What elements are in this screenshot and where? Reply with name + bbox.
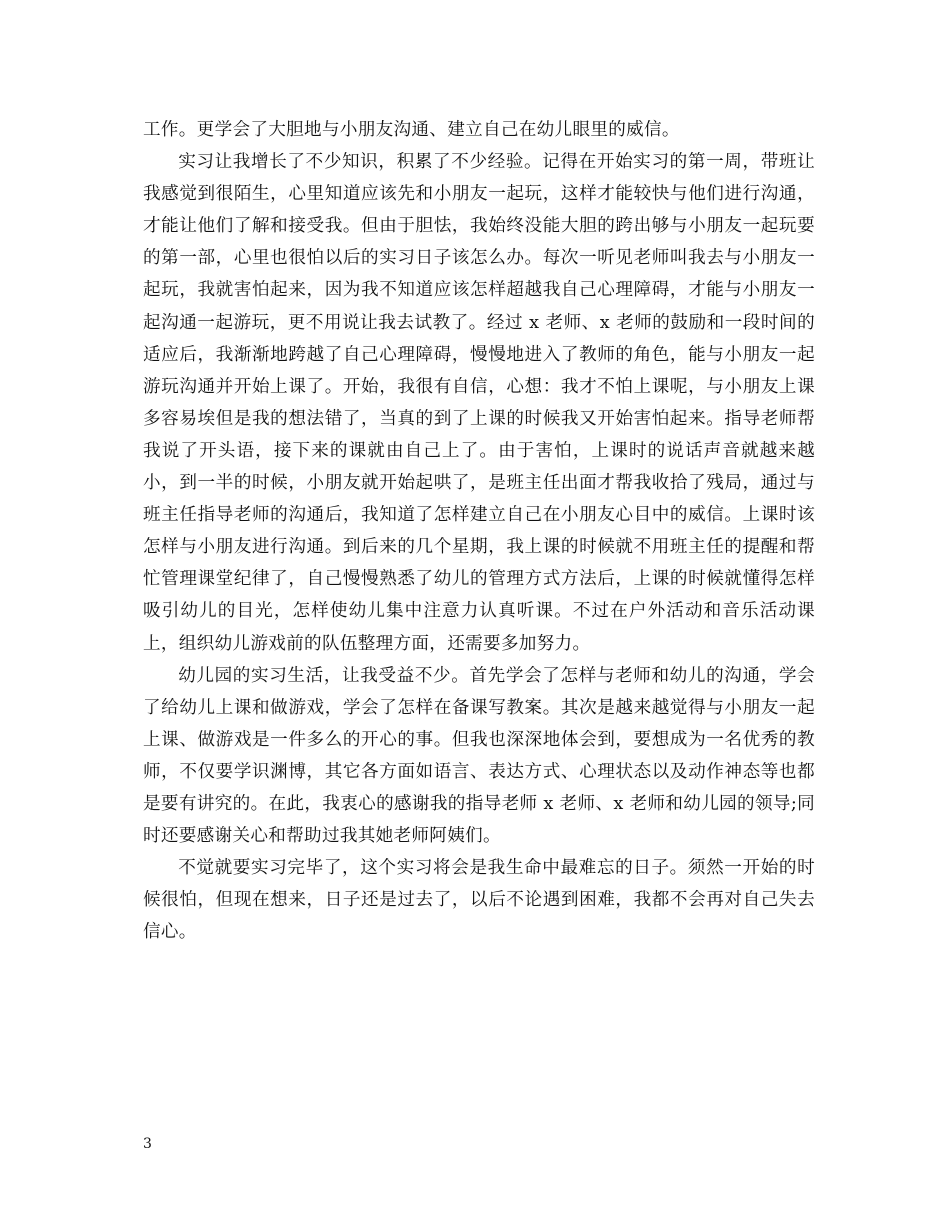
paragraph-4: 不觉就要实习完毕了，这个实习将会是我生命中最难忘的日子。须然一开始的时候很怕，但现在想来，日子还是过去了，以后不论遇到困难，我都不会再对自己失去信心。 (143, 858, 815, 943)
page-number: 3 (143, 1136, 152, 1152)
paragraph-3: 幼儿园的实习生活，让我受益不少。首先学会了怎样与老师和幼儿的沟通，学会了给幼儿上课和做游戏，学会了怎样在备课写教案。其次是越来越觉得与小朋友一起上课、做游戏是一件多么的开心的事。但我也深深地体会到，要想成为一名优秀的教师，不仅要学识渊博，其它各方面如语言、表达方式、心理状态以及动作神态等也都是要有讲究的。在此，我衷心的感谢我的指导老师 x 老师、x 老师和幼儿园的领导;同时还要感谢关心和帮助过我其她老师阿姨们。 (143, 665, 815, 847)
paragraph-1: 工作。更学会了大胆地与小朋友沟通、建立自己在幼儿眼里的威信。 (143, 120, 680, 140)
body-text (143, 114, 815, 948)
paragraph-2: 实习让我增长了不少知识，积累了不少经验。记得在开始实习的第一周，带班让我感觉到很陌生，心里知道应该先和小朋友一起玩，这样才能较快与他们进行沟通，才能让他们了解和接受我。但由于胆怯，我始终没能大胆的跨出够与小朋友一起玩要的第一部，心里也很怕以后的实习日子该怎么办。每次一听见老师叫我去与小朋友一起玩，我就害怕起来，因为我不知道应该怎样超越我自己心理障碍，才能与小朋友一起沟通一起游玩，更不用说让我去试教了。经过 x 老师、x 老师的鼓励和一段时间的适应后，我渐渐地跨越了自己心理障碍，慢慢地进入了教师的角色，能与小朋友一起游玩沟通并开始上课了。开始，我很有自信，心想：我才不怕上课呢，与小朋友上课多容易埃但是我的想法错了，当真的到了上课的时候我又开始害怕起来。指导老师帮我说了开头语，接下来的课就由自己上了。由于害怕，上课时的说话声音就越来越小，到一半的时候，小朋友就开始起哄了，是班主任出面才帮我收拾了残局，通过与班主任指导老师的沟通后，我知道了怎样建立自己在小朋友心目中的威信。上课时该怎样与小朋友进行沟通。到后来的几个星期，我上课的时候就不用班主任的提醒和帮忙管理课堂纪律了，自己慢慢熟悉了幼儿的管理方式方法后，上课的时候就懂得怎样吸引幼儿的目光，怎样使幼儿集中注意力认真听课。不过在户外活动和音乐活动课上，组织幼儿游戏前的队伍整理方面，还需要多加努力。 (143, 152, 815, 654)
